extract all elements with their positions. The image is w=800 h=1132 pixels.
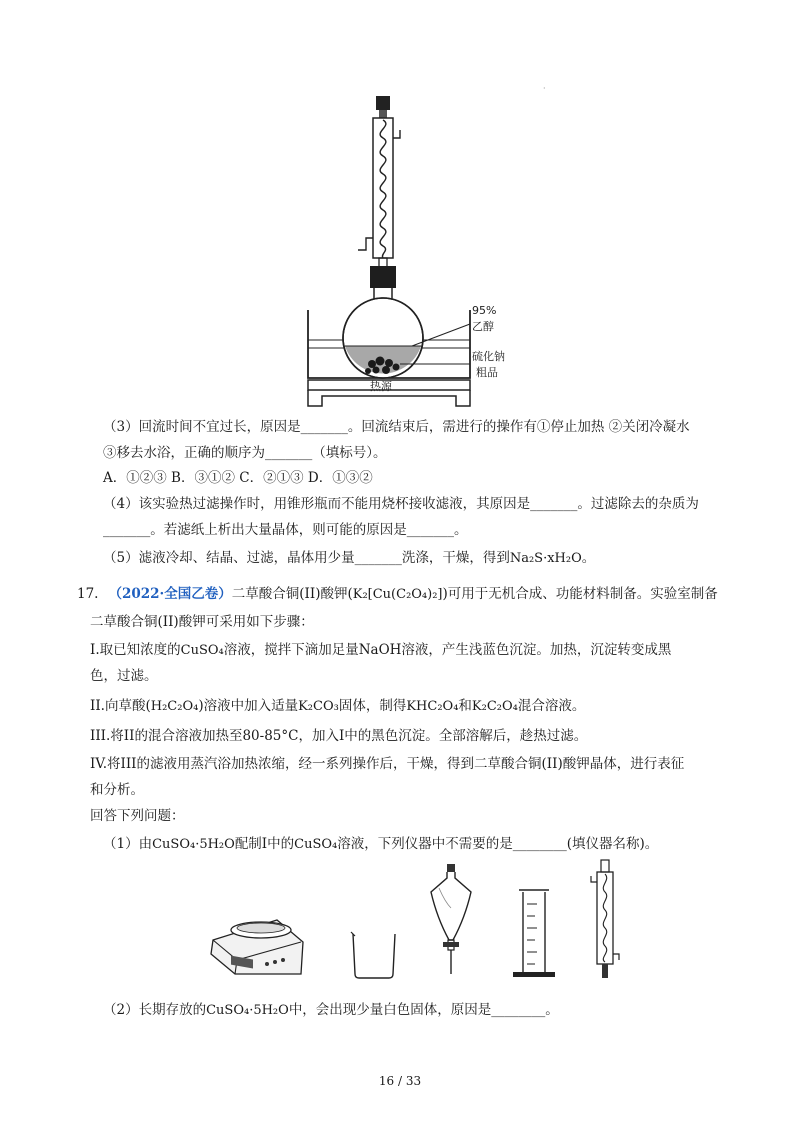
label-heat-source: 热源 xyxy=(370,380,392,393)
q17-part2 xyxy=(103,1000,559,1021)
formula-na2s-hydrate: Na₂S·xH₂O xyxy=(509,551,582,566)
formula-k2c2o4: K₂C₂O₄ xyxy=(471,699,518,714)
q17-part2-a: （2）长期存放的 xyxy=(103,1002,207,1018)
q17-step2-e: 混合溶液。 xyxy=(517,698,586,714)
q17-intro-a: 二草酸合铜(II)酸钾( xyxy=(231,586,353,602)
lab-instruments-figure xyxy=(205,858,635,980)
q16-part3-line1: （3）回流时间不宜过长，原因是_______。回流结束后，需进行的操作有①停止加热 ②关闭冷凝水 xyxy=(103,419,690,435)
page-number: 16 / 33 xyxy=(378,1074,422,1088)
formula-cuso4-5h2o: CuSO₄·5H₂O xyxy=(152,837,235,852)
q16-part5 xyxy=(103,548,595,569)
q17-step2-c: 固体，制得 xyxy=(338,698,407,714)
formula-cuso4-5h2o-2: CuSO₄·5H₂O xyxy=(206,1003,289,1018)
q17-part2-b: 中，会出现少量白色固体，原因是________。 xyxy=(288,1002,559,1018)
q17-step1-line2: 色，过滤。 xyxy=(90,668,158,684)
q17-step2-a: II.向草酸( xyxy=(90,698,151,714)
condenser-icon xyxy=(591,860,619,978)
label-crude: 粗品 xyxy=(476,366,498,379)
q17-source: （2022·全国乙卷） xyxy=(108,586,232,602)
q17-answer-intro: 回答下列问题： xyxy=(90,808,185,824)
q17-step1-a: I.取已知浓度的 xyxy=(90,642,181,658)
formula-cuso4: CuSO₄ xyxy=(294,837,338,852)
beaker-icon xyxy=(351,932,395,978)
balance-icon xyxy=(211,920,303,974)
q17-part1-a: （1）由 xyxy=(103,836,153,852)
q16-part5-prefix: （5）滤液冷却、结晶、过滤，晶体用少量_______洗涤，干燥，得到 xyxy=(103,550,510,566)
q16-part3-choices: A．①②③ B．③①② C．②①③ D．①③② xyxy=(103,470,373,486)
formula-k2cuc2o4: K₂[Cu(C₂O₄)₂] xyxy=(352,587,443,602)
q17-step1-line1 xyxy=(90,640,671,661)
q17-step3: III.将II的混合溶液加热至80-85°C，加入I中的黑色沉淀。全部溶解后，趁热过滤。 xyxy=(90,728,588,744)
separatory-funnel-icon xyxy=(431,864,471,974)
q17-step4-line1: IV.将III的滤液用蒸汽浴加热浓缩，经一系列操作后，干燥，得到二草酸合铜(II)酸钾晶体，进行表征 xyxy=(90,756,685,772)
q16-part5-suffix: 。 xyxy=(581,550,596,566)
q16-part4-line1: （4）该实验热过滤操作时，用锥形瓶而不能用烧杯接收滤液，其原因是_______。过滤除去的杂质为 xyxy=(103,496,699,512)
q17-step1-b: 溶液，搅拌下滴加足量NaOH溶液，产生浅蓝色沉淀。加热，沉淀转变成黑 xyxy=(223,642,672,658)
formula-h2c2o4: H₂C₂O₄ xyxy=(150,699,199,714)
scan-mark: · xyxy=(543,84,546,93)
q17-step2 xyxy=(90,696,585,717)
q16-part4-line2: _______。若滤纸上析出大量晶体，则可能的原因是_______。 xyxy=(103,522,468,538)
q17-number: 17. xyxy=(77,586,99,602)
q17-step2-b: )溶液中加入适量 xyxy=(198,698,299,714)
q17-part1-b: 配制I中的 xyxy=(234,836,295,852)
q17-part1-c: 溶液，下列仪器中不需要的是________(填仪器名称)。 xyxy=(337,836,659,852)
q17-intro-line1 xyxy=(77,584,718,605)
q17-intro-b: )可用于无机合成、功能材料制备。实验室制备 xyxy=(442,586,718,602)
formula-cuso4: CuSO₄ xyxy=(180,643,224,658)
graduated-cylinder-icon xyxy=(513,890,555,977)
q17-intro-line2: 二草酸合铜(II)酸钾可采用如下步骤： xyxy=(90,614,314,630)
reflux-apparatus-figure xyxy=(300,88,540,414)
label-ethanol: 乙醇 xyxy=(472,320,494,333)
label-na2s: 硫化钠 xyxy=(472,350,505,363)
formula-khc2o4: KHC₂O₄ xyxy=(406,699,459,714)
q17-step4-line2: 和分析。 xyxy=(90,782,144,798)
formula-k2co3: K₂CO₃ xyxy=(298,699,339,714)
q17-part1 xyxy=(103,834,658,855)
label-ethanol-pct: 95% xyxy=(472,304,497,317)
q16-part3-line2: ③移去水浴，正确的顺序为_______（填标号）。 xyxy=(103,445,387,461)
q17-step2-d: 和 xyxy=(458,698,472,714)
